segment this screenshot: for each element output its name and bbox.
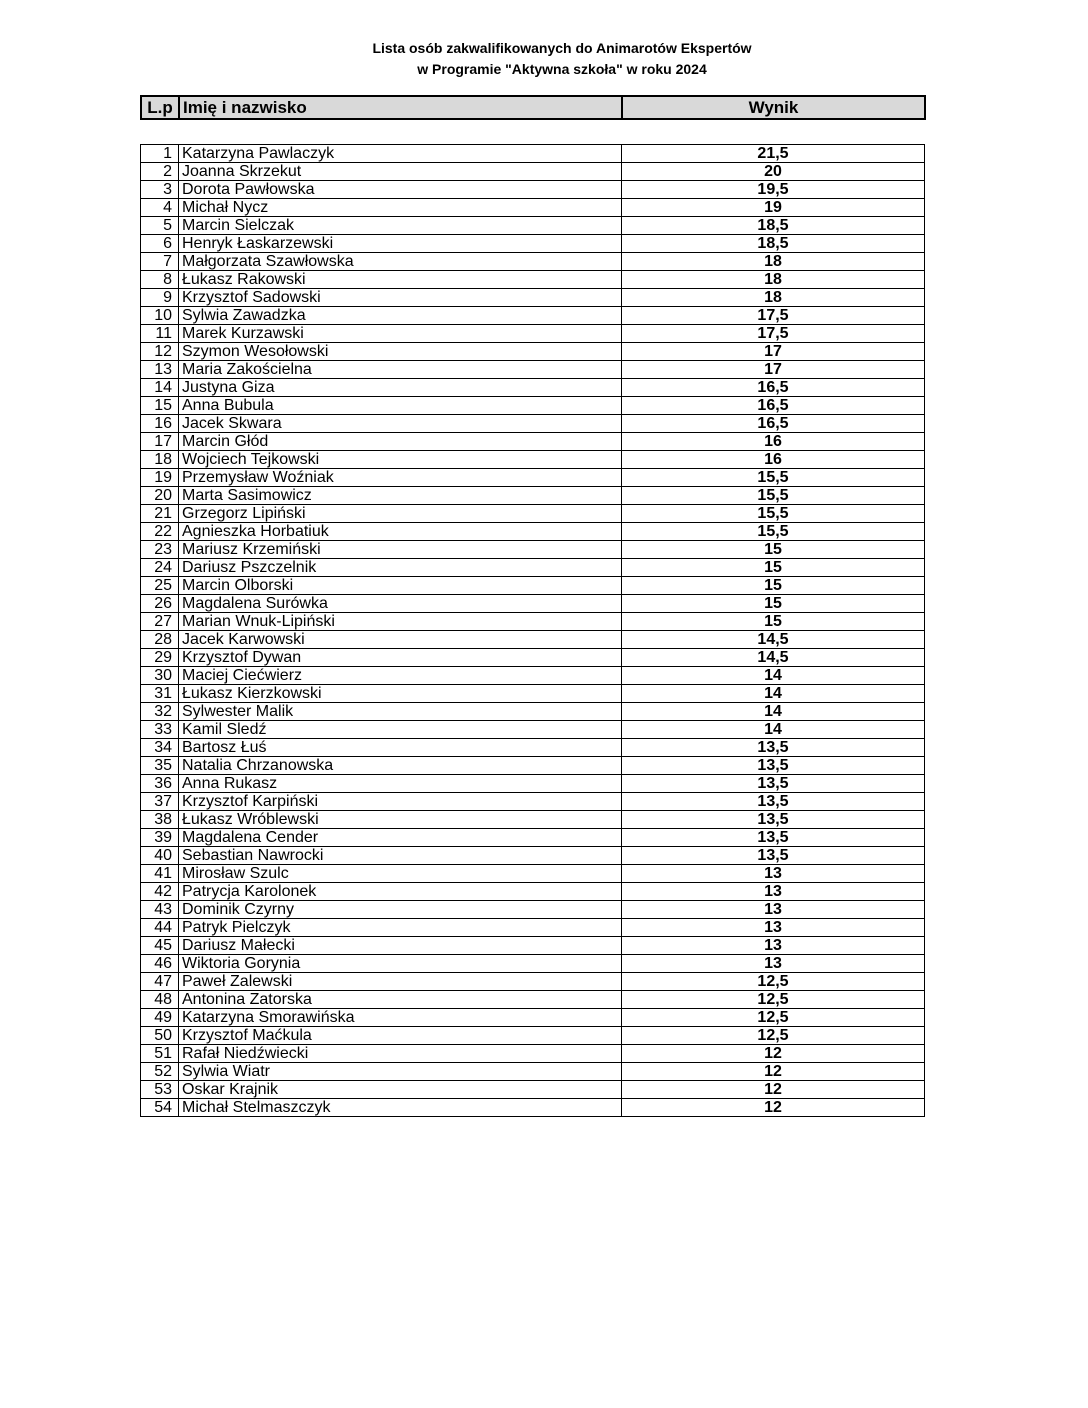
table-row — [141, 433, 925, 451]
row-name: Krzysztof Dywan — [179, 649, 622, 667]
row-lp: 8 — [141, 271, 179, 289]
table-row — [141, 919, 925, 937]
row-lp: 33 — [141, 721, 179, 739]
row-name: Patryk Pielczyk — [179, 919, 622, 937]
table-row — [141, 901, 925, 919]
header-row — [141, 96, 925, 119]
row-score: 16,5 — [622, 379, 925, 397]
row-name: Bartosz Łuś — [179, 739, 622, 757]
row-score: 12,5 — [622, 973, 925, 991]
row-lp: 49 — [141, 1009, 179, 1027]
row-lp: 37 — [141, 793, 179, 811]
row-score: 14,5 — [622, 631, 925, 649]
row-lp: 51 — [141, 1045, 179, 1063]
table-row — [141, 271, 925, 289]
row-lp: 22 — [141, 523, 179, 541]
row-name: Jacek Skwara — [179, 415, 622, 433]
header-score: Wynik — [622, 96, 925, 119]
row-score: 13 — [622, 883, 925, 901]
row-score: 15,5 — [622, 469, 925, 487]
row-lp: 14 — [141, 379, 179, 397]
row-name: Kamil Sledź — [179, 721, 622, 739]
row-score: 18 — [622, 289, 925, 307]
row-name: Marcin Głód — [179, 433, 622, 451]
row-lp: 44 — [141, 919, 179, 937]
table-row — [141, 1063, 925, 1081]
row-lp: 6 — [141, 235, 179, 253]
table-row — [141, 253, 925, 271]
row-name: Marcin Olborski — [179, 577, 622, 595]
row-score: 16 — [622, 433, 925, 451]
row-name: Dorota Pawłowska — [179, 181, 622, 199]
table-row — [141, 955, 925, 973]
row-score: 16,5 — [622, 397, 925, 415]
table-row — [141, 829, 925, 847]
row-lp: 36 — [141, 775, 179, 793]
table-row — [141, 1009, 925, 1027]
table-row — [141, 757, 925, 775]
row-score: 12,5 — [622, 991, 925, 1009]
table-row — [141, 631, 925, 649]
row-name: Dominik Czyrny — [179, 901, 622, 919]
row-name: Antonina Zatorska — [179, 991, 622, 1009]
row-lp: 54 — [141, 1099, 179, 1117]
row-score: 17 — [622, 361, 925, 379]
row-name: Anna Bubula — [179, 397, 622, 415]
row-name: Justyna Giza — [179, 379, 622, 397]
table-row — [141, 703, 925, 721]
table-row — [141, 451, 925, 469]
row-score: 19,5 — [622, 181, 925, 199]
row-name: Sylwia Wiatr — [179, 1063, 622, 1081]
table-row — [141, 361, 925, 379]
row-lp: 24 — [141, 559, 179, 577]
row-lp: 15 — [141, 397, 179, 415]
row-score: 12 — [622, 1063, 925, 1081]
table-row — [141, 559, 925, 577]
row-name: Michał Nycz — [179, 199, 622, 217]
table-row — [141, 487, 925, 505]
row-lp: 42 — [141, 883, 179, 901]
row-name: Henryk Łaskarzewski — [179, 235, 622, 253]
row-name: Wojciech Tejkowski — [179, 451, 622, 469]
row-lp: 34 — [141, 739, 179, 757]
row-score: 14 — [622, 685, 925, 703]
row-score: 14 — [622, 667, 925, 685]
results-table-body — [141, 145, 925, 1117]
row-lp: 18 — [141, 451, 179, 469]
results-table — [140, 144, 925, 1117]
row-score: 13,5 — [622, 775, 925, 793]
row-lp: 5 — [141, 217, 179, 235]
row-score: 18,5 — [622, 217, 925, 235]
row-lp: 47 — [141, 973, 179, 991]
row-name: Maciej Ciećwierz — [179, 667, 622, 685]
row-name: Marek Kurzawski — [179, 325, 622, 343]
table-row — [141, 613, 925, 631]
row-lp: 12 — [141, 343, 179, 361]
row-score: 20 — [622, 163, 925, 181]
row-score: 18 — [622, 271, 925, 289]
row-score: 13,5 — [622, 829, 925, 847]
row-lp: 43 — [141, 901, 179, 919]
row-score: 21,5 — [622, 145, 925, 163]
table-row — [141, 1045, 925, 1063]
table-row — [141, 505, 925, 523]
row-score: 13,5 — [622, 847, 925, 865]
row-name: Jacek Karwowski — [179, 631, 622, 649]
row-name: Krzysztof Sadowski — [179, 289, 622, 307]
row-name: Oskar Krajnik — [179, 1081, 622, 1099]
table-row — [141, 649, 925, 667]
row-name: Joanna Skrzekut — [179, 163, 622, 181]
row-lp: 50 — [141, 1027, 179, 1045]
row-score: 12 — [622, 1099, 925, 1117]
table-row — [141, 847, 925, 865]
row-name: Dariusz Pszczelnik — [179, 559, 622, 577]
row-score: 15,5 — [622, 487, 925, 505]
title-line-2: w Programie "Aktywna szkoła" w roku 2024 — [417, 61, 707, 77]
row-name: Grzegorz Lipiński — [179, 505, 622, 523]
row-score: 13 — [622, 937, 925, 955]
table-row — [141, 991, 925, 1009]
row-lp: 4 — [141, 199, 179, 217]
table-row — [141, 937, 925, 955]
row-score: 15 — [622, 595, 925, 613]
row-name: Mirosław Szulc — [179, 865, 622, 883]
row-name: Łukasz Kierzkowski — [179, 685, 622, 703]
row-lp: 25 — [141, 577, 179, 595]
row-name: Agnieszka Horbatiuk — [179, 523, 622, 541]
table-row — [141, 343, 925, 361]
row-lp: 19 — [141, 469, 179, 487]
row-name: Magdalena Surówka — [179, 595, 622, 613]
row-lp: 7 — [141, 253, 179, 271]
row-score: 13 — [622, 955, 925, 973]
table-row — [141, 415, 925, 433]
row-score: 13,5 — [622, 811, 925, 829]
table-row — [141, 523, 925, 541]
row-lp: 39 — [141, 829, 179, 847]
row-lp: 28 — [141, 631, 179, 649]
row-score: 12 — [622, 1045, 925, 1063]
row-score: 17,5 — [622, 307, 925, 325]
row-name: Michał Stelmaszczyk — [179, 1099, 622, 1117]
row-name: Łukasz Rakowski — [179, 271, 622, 289]
row-lp: 21 — [141, 505, 179, 523]
table-row — [141, 973, 925, 991]
row-lp: 2 — [141, 163, 179, 181]
row-name: Dariusz Małecki — [179, 937, 622, 955]
table-row — [141, 1027, 925, 1045]
row-name: Natalia Chrzanowska — [179, 757, 622, 775]
table-row — [141, 145, 925, 163]
row-lp: 40 — [141, 847, 179, 865]
row-score: 15,5 — [622, 505, 925, 523]
row-name: Paweł Zalewski — [179, 973, 622, 991]
row-score: 15 — [622, 559, 925, 577]
row-lp: 48 — [141, 991, 179, 1009]
row-name: Anna Rukasz — [179, 775, 622, 793]
table-row — [141, 469, 925, 487]
row-score: 12 — [622, 1081, 925, 1099]
row-name: Marta Sasimowicz — [179, 487, 622, 505]
table-row — [141, 667, 925, 685]
row-name: Maria Zakościelna — [179, 361, 622, 379]
row-score: 16 — [622, 451, 925, 469]
row-lp: 29 — [141, 649, 179, 667]
row-score: 12,5 — [622, 1009, 925, 1027]
table-row — [141, 163, 925, 181]
header-lp: L.p — [141, 96, 179, 119]
row-lp: 11 — [141, 325, 179, 343]
row-score: 16,5 — [622, 415, 925, 433]
row-name: Rafał Niedźwiecki — [179, 1045, 622, 1063]
row-name: Małgorzata Szawłowska — [179, 253, 622, 271]
row-lp: 45 — [141, 937, 179, 955]
row-name: Patrycja Karolonek — [179, 883, 622, 901]
row-score: 13 — [622, 865, 925, 883]
row-score: 19 — [622, 199, 925, 217]
table-row — [141, 865, 925, 883]
table-row — [141, 181, 925, 199]
row-lp: 10 — [141, 307, 179, 325]
document-title — [0, 38, 1088, 80]
row-lp: 38 — [141, 811, 179, 829]
table-row — [141, 739, 925, 757]
row-score: 13,5 — [622, 793, 925, 811]
row-name: Magdalena Cender — [179, 829, 622, 847]
table-row — [141, 307, 925, 325]
row-score: 13 — [622, 919, 925, 937]
row-name: Przemysław Woźniak — [179, 469, 622, 487]
row-lp: 31 — [141, 685, 179, 703]
table-row — [141, 577, 925, 595]
row-lp: 27 — [141, 613, 179, 631]
row-lp: 9 — [141, 289, 179, 307]
row-lp: 41 — [141, 865, 179, 883]
row-score: 15,5 — [622, 523, 925, 541]
row-name: Sylwia Zawadzka — [179, 307, 622, 325]
row-name: Krzysztof Karpiński — [179, 793, 622, 811]
table-row — [141, 235, 925, 253]
title-line-1: Lista osób zakwalifikowanych do Animarotów Ekspertów — [372, 40, 752, 56]
row-score: 13 — [622, 901, 925, 919]
table-row — [141, 199, 925, 217]
row-name: Marian Wnuk-Lipiński — [179, 613, 622, 631]
row-lp: 30 — [141, 667, 179, 685]
row-score: 13,5 — [622, 739, 925, 757]
row-lp: 32 — [141, 703, 179, 721]
row-name: Mariusz Krzemiński — [179, 541, 622, 559]
row-lp: 26 — [141, 595, 179, 613]
row-score: 14 — [622, 703, 925, 721]
row-lp: 3 — [141, 181, 179, 199]
row-name: Katarzyna Pawlaczyk — [179, 145, 622, 163]
row-score: 15 — [622, 541, 925, 559]
row-name: Krzysztof Maćkula — [179, 1027, 622, 1045]
row-name: Katarzyna Smorawińska — [179, 1009, 622, 1027]
table-row — [141, 883, 925, 901]
row-lp: 20 — [141, 487, 179, 505]
table-row — [141, 289, 925, 307]
row-score: 14 — [622, 721, 925, 739]
row-score: 14,5 — [622, 649, 925, 667]
row-score: 17,5 — [622, 325, 925, 343]
table-row — [141, 595, 925, 613]
row-lp: 1 — [141, 145, 179, 163]
table-row — [141, 793, 925, 811]
row-lp: 35 — [141, 757, 179, 775]
table-header — [140, 95, 926, 120]
table-row — [141, 379, 925, 397]
table-row — [141, 397, 925, 415]
table-row — [141, 811, 925, 829]
row-score: 13,5 — [622, 757, 925, 775]
row-lp: 46 — [141, 955, 179, 973]
row-lp: 16 — [141, 415, 179, 433]
row-score: 15 — [622, 613, 925, 631]
row-name: Marcin Sielczak — [179, 217, 622, 235]
row-name: Sebastian Nawrocki — [179, 847, 622, 865]
row-lp: 17 — [141, 433, 179, 451]
row-name: Łukasz Wróblewski — [179, 811, 622, 829]
row-name: Sylwester Malik — [179, 703, 622, 721]
row-lp: 13 — [141, 361, 179, 379]
row-lp: 52 — [141, 1063, 179, 1081]
table-row — [141, 325, 925, 343]
table-row — [141, 775, 925, 793]
row-score: 17 — [622, 343, 925, 361]
table-row — [141, 1081, 925, 1099]
header-name: Imię i nazwisko — [179, 96, 622, 119]
row-lp: 53 — [141, 1081, 179, 1099]
row-score: 12,5 — [622, 1027, 925, 1045]
row-score: 15 — [622, 577, 925, 595]
row-name: Szymon Wesołowski — [179, 343, 622, 361]
table-row — [141, 721, 925, 739]
table-row — [141, 541, 925, 559]
row-score: 18,5 — [622, 235, 925, 253]
table-row — [141, 685, 925, 703]
row-score: 18 — [622, 253, 925, 271]
row-name: Wiktoria Gorynia — [179, 955, 622, 973]
table-row — [141, 1099, 925, 1117]
row-lp: 23 — [141, 541, 179, 559]
table-row — [141, 217, 925, 235]
